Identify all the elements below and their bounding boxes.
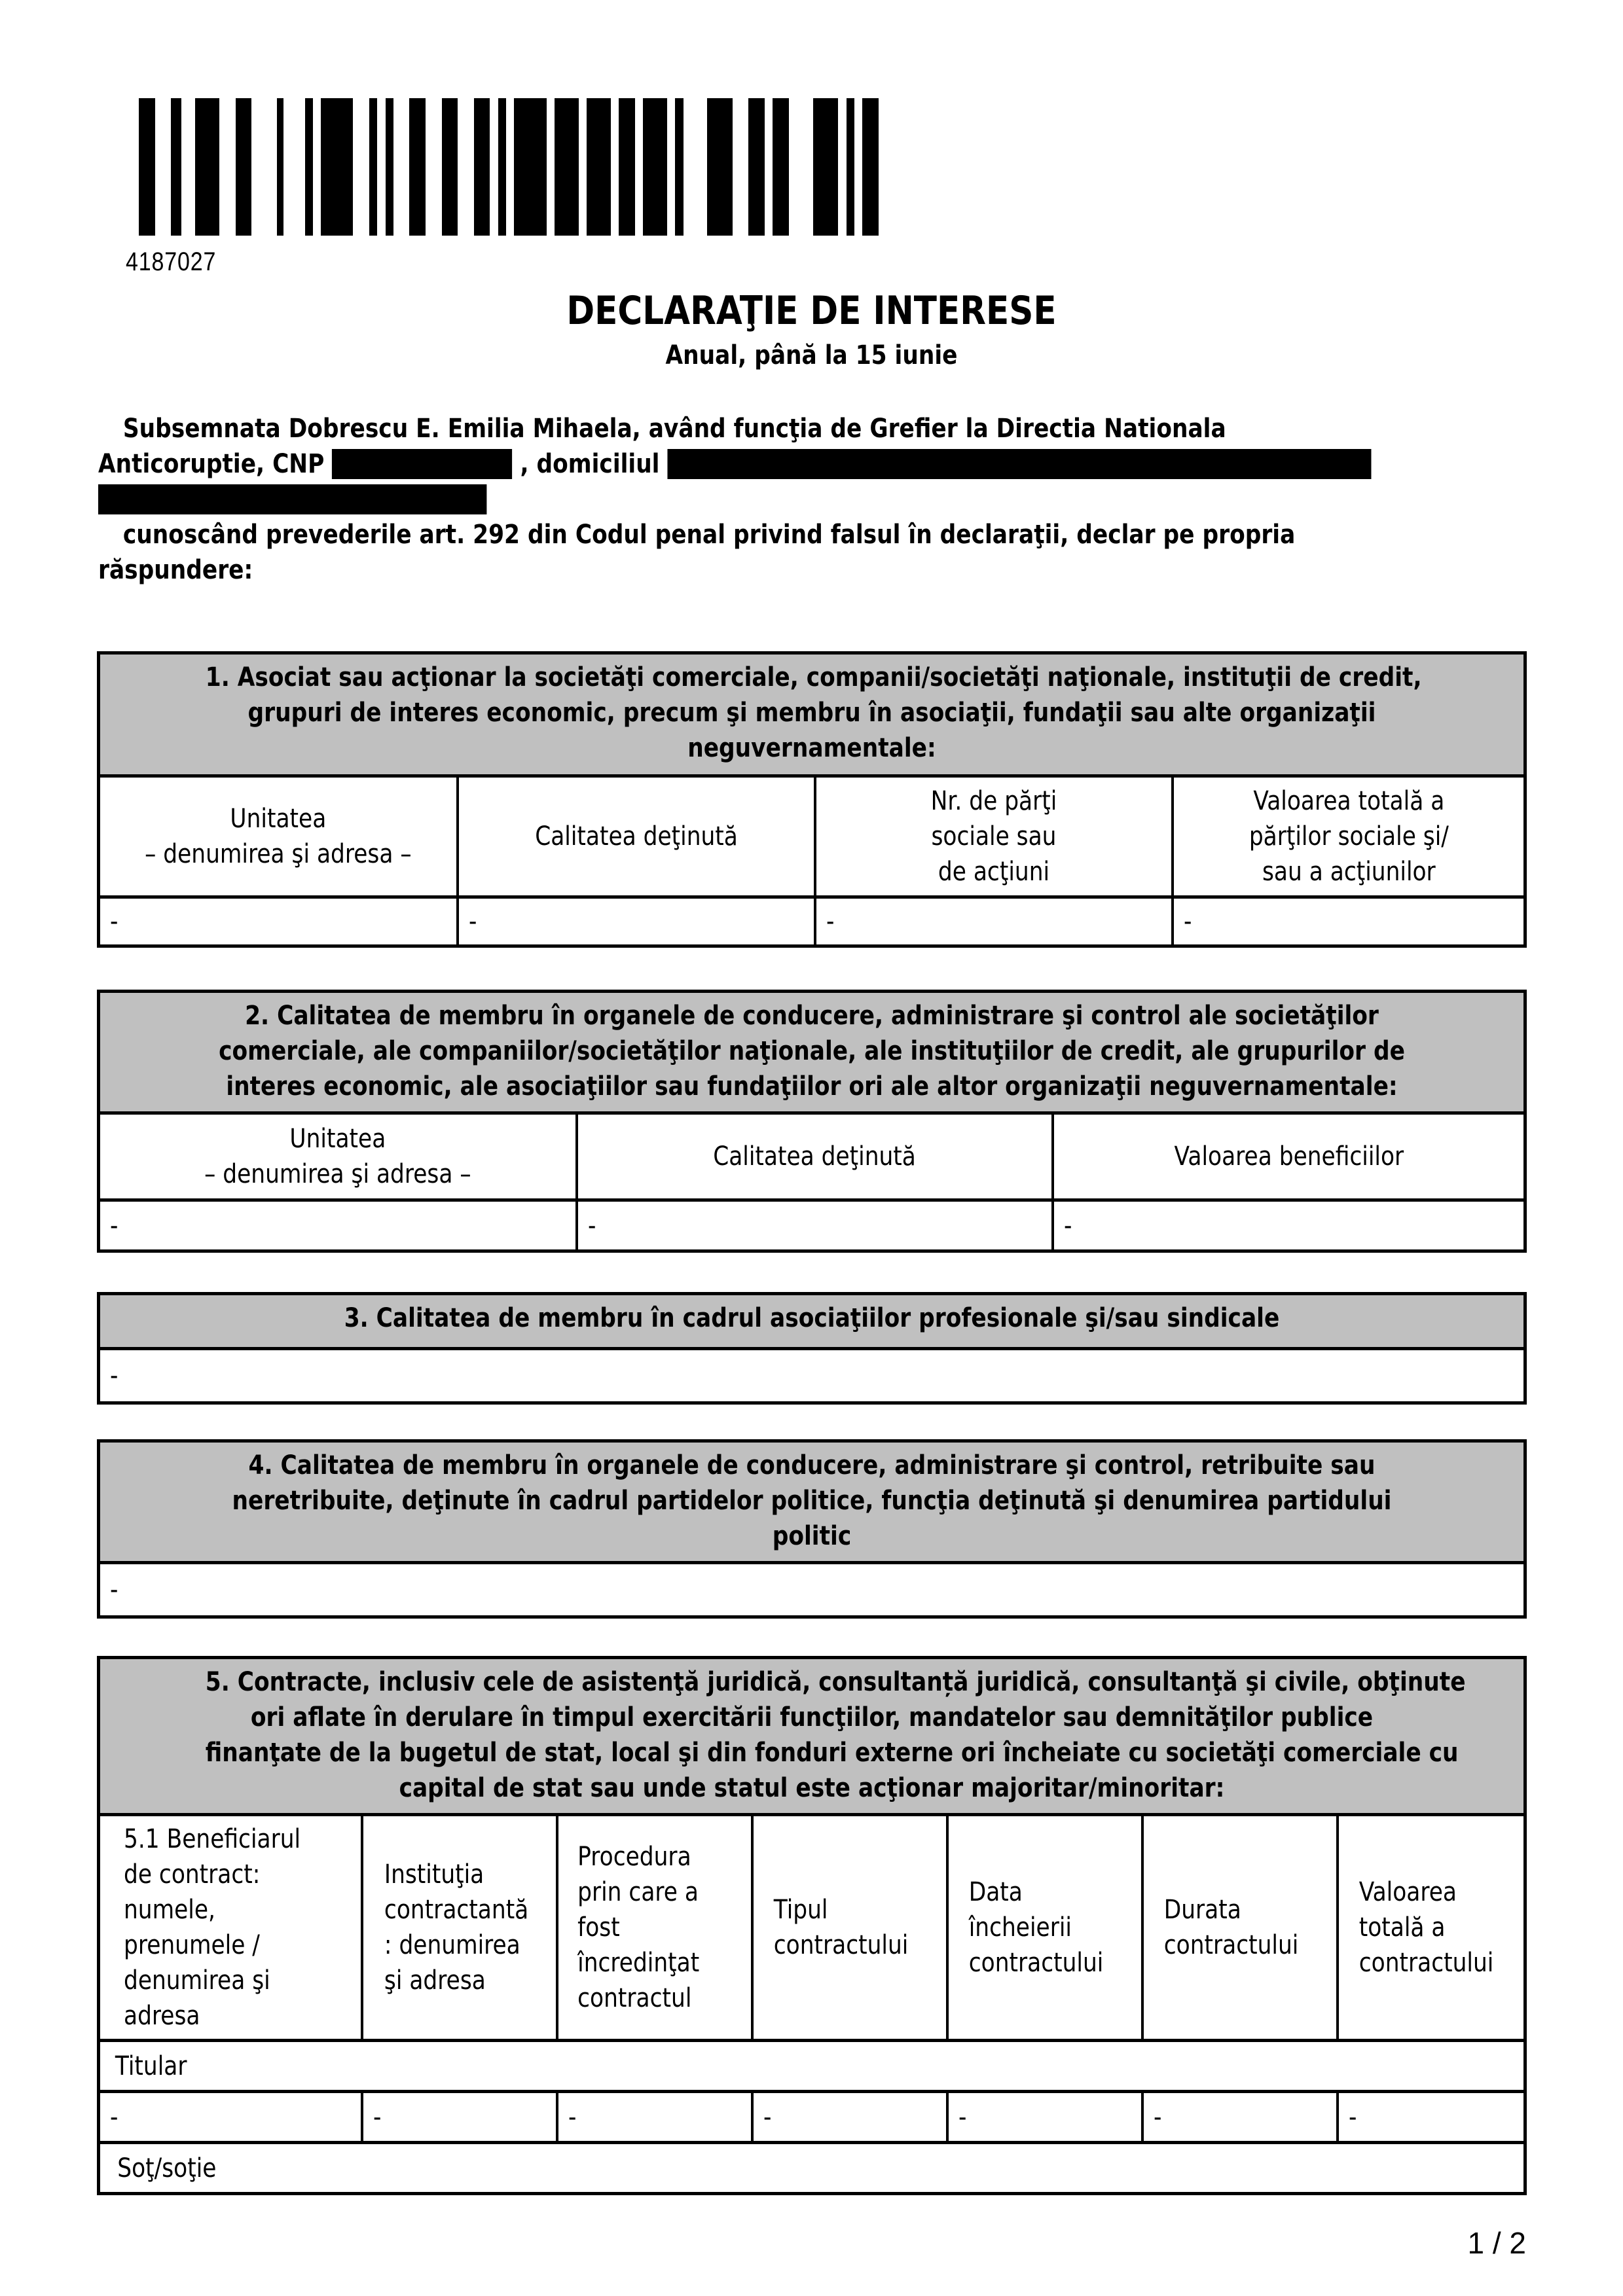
barcode-bar — [675, 98, 683, 236]
barcode-bar — [498, 98, 506, 236]
declarant-paragraph — [98, 411, 1532, 517]
address-redaction-continued — [98, 484, 486, 514]
column-header — [100, 778, 456, 895]
table-cell — [1336, 2093, 1523, 2141]
header-text: contractului — [1359, 1948, 1494, 1978]
header-text: Valoarea — [1359, 1877, 1457, 1907]
barcode-space — [353, 98, 369, 236]
table-cell — [100, 899, 456, 944]
column-header — [556, 1816, 751, 2039]
barcode-space — [733, 98, 749, 236]
cell-value: - — [958, 2102, 967, 2132]
heading-line: 3. Calitatea de membru în cadrul asociaţiilor profesionale şi/sau sindicale — [344, 1303, 1280, 1333]
header-text: părţilor sociale şi/ — [1249, 821, 1449, 852]
cell-value: - — [1154, 2102, 1162, 2132]
header-text: Procedura — [577, 1842, 691, 1872]
barcode-space — [377, 98, 385, 236]
address-label: , domiciliul — [520, 449, 660, 479]
document-subtitle: Anual, până la 15 iunie — [665, 340, 958, 370]
heading-line: 2. Calitatea de membru în organele de conducere, administrare şi control ale societăţilor — [245, 1001, 1379, 1031]
header-text: Nr. de părţi — [930, 786, 1057, 816]
header-text: încheierii — [968, 1912, 1072, 1943]
declaration-line-1: cunoscând prevederile art. 292 din Codul penal privind falsul în declaraţii, declar pe propria — [122, 520, 1296, 550]
heading-line: neguvernamentale: — [687, 733, 936, 763]
header-text: numele, — [123, 1895, 215, 1925]
barcode-space — [684, 98, 708, 236]
cell-value: - — [1349, 2102, 1357, 2132]
barcode-space — [251, 98, 276, 236]
barcode-space — [506, 98, 514, 236]
barcode-bar — [847, 98, 854, 236]
section-1-table — [97, 651, 1527, 948]
cell-value: - — [588, 1210, 596, 1241]
barcode-bar — [386, 98, 393, 236]
heading-line: politic — [772, 1521, 852, 1551]
cell-value: - — [373, 2102, 382, 2132]
barcode — [139, 98, 879, 236]
header-text: Valoarea beneficiilor — [1174, 1141, 1404, 1172]
section-2-table — [97, 990, 1527, 1253]
cell-value: - — [826, 906, 835, 937]
table-cell — [751, 2093, 946, 2141]
barcode-bar — [514, 98, 546, 236]
column-header — [751, 1816, 946, 2039]
column-header — [1051, 1115, 1523, 1198]
header-text: denumirea şi — [123, 1965, 270, 1996]
cnp-redaction — [332, 449, 512, 479]
header-text: Unitatea — [289, 1124, 386, 1154]
header-text: prenumele / — [123, 1930, 260, 1960]
heading-line: 1. Asociat sau acţionar la societăţi comerciale, companii/societăţi naţionale, instituţii de credit, — [205, 662, 1422, 692]
header-text: sociale sau — [931, 821, 1057, 852]
header-text: – denumirea şi adresa – — [204, 1159, 471, 1189]
barcode-bar — [277, 98, 284, 236]
column-header — [814, 778, 1171, 895]
column-header — [361, 1816, 556, 2039]
cell-value: - — [110, 1210, 119, 1241]
cell-value: - — [1064, 1210, 1072, 1241]
barcode-space — [393, 98, 410, 236]
barcode-bar — [474, 98, 490, 236]
header-text: Data — [968, 1877, 1023, 1907]
section-5-table — [97, 1656, 1527, 2195]
declaration-line-2: răspundere: — [98, 555, 253, 585]
section-1-column-headers — [100, 778, 1523, 895]
declarant-line-3 — [98, 482, 1331, 517]
heading-line: 5. Contracte, inclusiv cele de asistenţă juridică, consultanță juridică, consultanţă şi civile, obţinute — [205, 1667, 1466, 1697]
column-header — [575, 1115, 1051, 1198]
document-title: DECLARAŢIE DE INTERESE — [566, 288, 1057, 334]
header-text: şi adresa — [384, 1965, 486, 1996]
header-text: adresa — [123, 2001, 200, 2031]
table-cell — [456, 899, 814, 944]
page-indicator: 1 / 2 — [1467, 2226, 1526, 2260]
section-2-column-headers — [100, 1115, 1523, 1198]
barcode-bar — [139, 98, 155, 236]
barcode-space — [547, 98, 555, 236]
cell-value: - — [568, 2102, 577, 2132]
table-cell — [1051, 1202, 1523, 1249]
section-3-table — [97, 1292, 1527, 1405]
header-text: – denumirea şi adresa – — [145, 839, 412, 869]
header-text: Durata — [1163, 1895, 1241, 1925]
column-header — [946, 1816, 1141, 2039]
header-text: sau a acţiunilor — [1262, 857, 1436, 887]
table-cell — [100, 1350, 1523, 1401]
heading-line: interes economic, ale asociaţiilor sau fundaţiilor ori ale altor organizaţii neguvernamentale: — [226, 1071, 1398, 1102]
barcode-bar — [236, 98, 252, 236]
header-text: contractul — [577, 1983, 692, 2013]
group-row-spouse — [100, 2141, 1523, 2192]
barcode-bar — [862, 98, 879, 236]
heading-line: grupuri de interes economic, precum şi membru în asociaţii, fundaţii sau alte organizaţii — [247, 698, 1376, 728]
barcode-bar — [773, 98, 789, 236]
header-text: fost — [577, 1912, 620, 1943]
barcode-bar — [619, 98, 635, 236]
barcode-space — [635, 98, 643, 236]
cell-value: - — [469, 906, 477, 937]
barcode-space — [155, 98, 172, 236]
table-cell — [100, 2093, 361, 2141]
barcode-bar — [409, 98, 426, 236]
table-cell — [1171, 899, 1523, 944]
column-header — [1141, 1816, 1336, 2039]
declaration-statement — [98, 517, 1532, 588]
section-4-heading — [100, 1443, 1523, 1564]
header-text: 5.1 Beneficiarul — [123, 1824, 301, 1854]
table-row — [100, 2090, 1523, 2141]
barcode-space — [667, 98, 675, 236]
table-row — [100, 1198, 1523, 1249]
cell-value: - — [1184, 906, 1192, 937]
table-cell — [575, 1202, 1051, 1249]
header-text: Calitatea deţinută — [535, 821, 738, 852]
table-cell — [100, 1564, 1523, 1615]
heading-line: 4. Calitatea de membru în organele de conducere, administrare şi control, retribuite sau — [248, 1450, 1376, 1480]
header-text: de contract: — [123, 1859, 261, 1890]
barcode-bar — [813, 98, 838, 236]
section-5-heading — [100, 1659, 1523, 1816]
table-cell — [361, 2093, 556, 2141]
barcode-space — [219, 98, 236, 236]
header-text: Valoarea totală a — [1253, 786, 1444, 816]
group-row-titular — [100, 2039, 1523, 2090]
group-label — [100, 2042, 1523, 2090]
barcode-space — [838, 98, 846, 236]
section-4-table — [97, 1439, 1527, 1619]
header-text: : denumirea — [384, 1930, 520, 1960]
table-cell — [1141, 2093, 1336, 2141]
table-cell — [556, 2093, 751, 2141]
barcode-bar — [321, 98, 353, 236]
section-1-heading — [100, 655, 1523, 778]
header-text: contractului — [773, 1930, 909, 1960]
header-text: prin care a — [577, 1877, 699, 1907]
barcode-bar — [369, 98, 377, 236]
barcode-space — [283, 98, 304, 236]
section-3-heading — [100, 1295, 1523, 1350]
header-text: Calitatea deţinută — [713, 1141, 917, 1172]
barcode-space — [579, 98, 587, 236]
heading-line: finanţate de la bugetul de stat, local şi din fonduri externe ori încheiate cu societăţi comerciale cu — [205, 1738, 1459, 1768]
address-redaction — [667, 449, 1371, 479]
barcode-space — [313, 98, 321, 236]
barcode-bar — [195, 98, 219, 236]
header-text: totală a — [1359, 1912, 1446, 1943]
group-label-text: Soţ/soţie — [117, 2153, 217, 2183]
barcode-space — [765, 98, 773, 236]
section-2-heading — [100, 993, 1523, 1115]
declarant-line-1: Subsemnata Dobrescu E. Emilia Mihaela, având funcţia de Grefier la Directia Nationala — [122, 414, 1226, 444]
table-cell — [814, 899, 1171, 944]
barcode-space — [611, 98, 619, 236]
barcode-bar — [748, 98, 765, 236]
group-label-text: Titular — [115, 2051, 187, 2081]
barcode-bar — [442, 98, 458, 236]
header-text: încredinţat — [577, 1948, 700, 1978]
cell-value: - — [110, 906, 119, 937]
barcode-bar — [555, 98, 579, 236]
barcode-space — [181, 98, 196, 236]
header-text: contractantă — [384, 1895, 529, 1925]
declarant-line-2 — [98, 446, 1331, 482]
heading-line: ori aflate în derulare în timpul exercitării funcţiilor, mandatelor sau demnităţilor publice — [250, 1702, 1374, 1732]
column-header — [456, 778, 814, 895]
barcode-bar — [587, 98, 611, 236]
barcode-space — [789, 98, 813, 236]
column-header — [1171, 778, 1523, 895]
heading-line: neretribuite, deţinute în cadrul partidelor politice, funcţia deţinută şi denumirea partidului — [232, 1486, 1392, 1516]
section-5-column-headers — [100, 1816, 1523, 2039]
column-header — [100, 1816, 361, 2039]
barcode-space — [854, 98, 862, 236]
barcode-space — [458, 98, 474, 236]
column-header — [100, 1115, 575, 1198]
barcode-bar — [305, 98, 313, 236]
cell-value: - — [110, 1575, 119, 1605]
barcode-space — [426, 98, 442, 236]
cell-value: - — [110, 2102, 119, 2132]
barcode-bar — [707, 98, 732, 236]
group-label — [100, 2144, 1523, 2192]
table-cell — [946, 2093, 1141, 2141]
header-text: contractului — [1163, 1930, 1299, 1960]
table-row — [100, 1350, 1523, 1401]
cell-value: - — [110, 1361, 119, 1391]
table-row — [100, 1564, 1523, 1615]
column-header — [1336, 1816, 1523, 2039]
header-text: Instituţia — [384, 1859, 484, 1890]
barcode-bar — [171, 98, 181, 236]
table-cell — [100, 1202, 575, 1249]
heading-line: capital de stat sau unde statul este acţionar majoritar/minoritar: — [399, 1773, 1225, 1803]
header-text: de acţiuni — [938, 857, 1050, 887]
barcode-number: 4187027 — [126, 247, 217, 276]
barcode-bar — [643, 98, 667, 236]
heading-line: comerciale, ale companiilor/societăţilor naţionale, ale instituţiilor de credit, ale grupurilor de — [219, 1036, 1405, 1066]
cnp-label: Anticoruptie, CNP — [98, 449, 325, 479]
table-row — [100, 895, 1523, 944]
header-text: Tipul — [773, 1895, 828, 1925]
header-text: contractului — [968, 1948, 1104, 1978]
header-text: Unitatea — [230, 804, 327, 834]
cell-value: - — [763, 2102, 772, 2132]
barcode-space — [490, 98, 498, 236]
